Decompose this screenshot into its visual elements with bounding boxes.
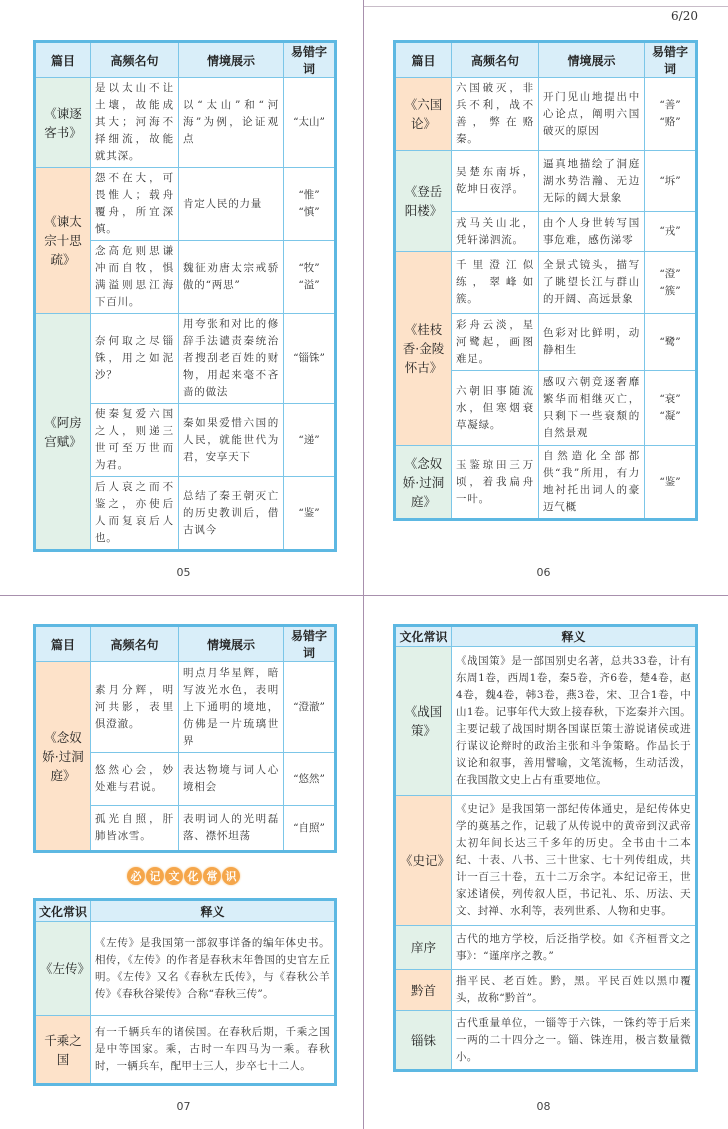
table-row xyxy=(395,78,697,151)
header-row xyxy=(35,42,336,78)
work-title: 《阿房宫赋》 xyxy=(35,314,91,551)
famous-quote: 六朝旧事随流水，但寒烟衰草凝绿。 xyxy=(452,371,539,446)
table-row xyxy=(395,151,697,212)
page-05 xyxy=(0,0,363,595)
error-prone-chars: “惟” “慎” xyxy=(284,168,336,241)
page-07 xyxy=(0,596,363,1129)
context-description: 自然造化全部都供“我”所用，有力地衬托出词人的豪迈气概 xyxy=(539,446,645,520)
famous-quote: 彩舟云淡，星河鹭起，画图难足。 xyxy=(452,314,539,371)
column-header: 篇目 xyxy=(395,42,452,78)
page-number: 05 xyxy=(176,566,191,579)
page-number: 07 xyxy=(176,1100,191,1113)
error-prone-chars: “自照” xyxy=(284,806,336,852)
culture-explanation: 有一千辆兵车的诸侯国。在春秋后期，千乘之国是中等国家。乘，古时一车四马为一乘。春秋时，一辆兵车，配甲士三人，步卒七十二人。 xyxy=(91,1016,336,1085)
famous-quote: 吴楚东南坼，乾坤日夜浮。 xyxy=(452,151,539,212)
culture-table xyxy=(393,624,698,1072)
table-row xyxy=(395,647,697,796)
context-description: 用夸张和对比的修辞手法谴责秦统治者搜刮老百姓的财物，用起来毫不吝啬的做法 xyxy=(179,314,284,404)
column-header: 易错字词 xyxy=(645,42,697,78)
famous-quote: 念高危则思谦冲而自牧，惧满溢则思江海下百川。 xyxy=(91,241,179,314)
culture-term: 黔首 xyxy=(395,970,452,1011)
culture-explanation: 《左传》是我国第一部叙事详备的编年体史书。相传，《左传》的作者是春秋末年鲁国的史官左丘明。《左传》又名《春秋左氏传》，与《春秋公羊传》《春秋谷梁传》合称“春秋三传”。 xyxy=(91,922,336,1016)
column-header: 情境展示 xyxy=(539,42,645,78)
column-header: 篇目 xyxy=(35,626,91,662)
banner-char: 识 xyxy=(222,867,240,885)
error-prone-chars: “牧” “溢” xyxy=(284,241,336,314)
table-row xyxy=(35,922,336,1016)
context-description: 由个人身世转写国事危难，感伤涕零 xyxy=(539,212,645,252)
culture-explanation: 指平民、老百姓。黔，黑。平民百姓以黑巾覆头，故称“黔首”。 xyxy=(452,970,697,1011)
famous-quote: 戎马关山北，凭轩涕泗流。 xyxy=(452,212,539,252)
banner-char: 必 xyxy=(127,867,145,885)
culture-term: 锱铢 xyxy=(395,1011,452,1071)
banner-char: 常 xyxy=(203,867,221,885)
work-title: 《念奴娇·过洞庭》 xyxy=(395,446,452,520)
page-top-rule xyxy=(364,6,728,7)
work-title: 《谏逐客书》 xyxy=(35,78,91,168)
work-title: 《登岳阳楼》 xyxy=(395,151,452,252)
column-header: 情境展示 xyxy=(179,626,284,662)
famous-quote: 悠然心会，妙处难与君说。 xyxy=(91,753,179,806)
famous-quote: 怨不在大，可畏惟人；载舟覆舟，所宜深慎。 xyxy=(91,168,179,241)
context-description: 明点月华星辉，暗写波光水色，表明上下通明的境地，仿佛是一片琉璃世界 xyxy=(179,662,284,753)
context-description: 肯定人民的力量 xyxy=(179,168,284,241)
poem-table xyxy=(393,40,698,521)
culture-term: 庠序 xyxy=(395,926,452,970)
header-row xyxy=(395,42,697,78)
header-row xyxy=(35,900,336,922)
column-header: 篇目 xyxy=(35,42,91,78)
page-indicator: 6/20 xyxy=(671,9,698,23)
error-prone-chars: “鹭” xyxy=(645,314,697,371)
banner-char: 记 xyxy=(146,867,164,885)
page-06 xyxy=(364,0,728,595)
culture-explanation: 《史记》是我国第一部纪传体通史，是纪传体史学的奠基之作，记载了从传说中的黄帝到汉武帝太初年间长达三千多年的历史。全书由十二本纪、十表、八书、三十世家、七十列传组成，共计一百三十卷，五十二万余字。本纪记帝王，世家述诸侯，列传叙人臣，书记礼、乐、历法、天文、封禅、水利等，表列世系、人物和史事。 xyxy=(452,796,697,926)
famous-quote: 千里澄江似练，翠峰如簇。 xyxy=(452,252,539,314)
error-prone-chars: “善” “赂” xyxy=(645,78,697,151)
section-banner xyxy=(33,867,334,885)
page-08 xyxy=(364,596,728,1129)
column-header: 文化常识 xyxy=(35,900,91,922)
table-row xyxy=(395,926,697,970)
context-description: 开门见山地提出中心论点，阐明六国破灭的原因 xyxy=(539,78,645,151)
header-row xyxy=(35,626,336,662)
table-row xyxy=(395,1011,697,1071)
table-row xyxy=(395,796,697,926)
context-description: 表达物境与词人心境相会 xyxy=(179,753,284,806)
error-prone-chars: “鉴” xyxy=(284,477,336,551)
famous-quote: 后人哀之而不鉴之，亦使后人而复哀后人也。 xyxy=(91,477,179,551)
column-header: 释义 xyxy=(452,626,697,647)
famous-quote: 使秦复爱六国之人，则递三世可至万世而为君。 xyxy=(91,404,179,477)
culture-table xyxy=(33,898,337,1086)
banner-char: 文 xyxy=(165,867,183,885)
error-prone-chars: “衰” “凝” xyxy=(645,371,697,446)
error-prone-chars: “鉴” xyxy=(645,446,697,520)
page-number: 06 xyxy=(536,566,551,579)
column-header: 高频名句 xyxy=(91,42,179,78)
column-header: 释义 xyxy=(91,900,336,922)
culture-term: 《战国策》 xyxy=(395,647,452,796)
table-row xyxy=(395,970,697,1011)
famous-quote: 六国破灭，非兵不利，战不善，弊在赂秦。 xyxy=(452,78,539,151)
table-row xyxy=(35,168,336,241)
context-description: 秦如果爱惜六国的人民，就能世代为君，安享天下 xyxy=(179,404,284,477)
error-prone-chars: “坼” xyxy=(645,151,697,212)
work-title: 《谏太宗十思疏》 xyxy=(35,168,91,314)
poem-table xyxy=(33,40,337,552)
work-title: 《六国论》 xyxy=(395,78,452,151)
error-prone-chars: “悠然” xyxy=(284,753,336,806)
work-title: 《桂枝香·金陵怀古》 xyxy=(395,252,452,446)
work-title: 《念奴娇·过洞庭》 xyxy=(35,662,91,852)
poem-table xyxy=(33,624,337,853)
table-row xyxy=(35,662,336,753)
famous-quote: 奈何取之尽锱铢，用之如泥沙？ xyxy=(91,314,179,404)
column-header: 情境展示 xyxy=(179,42,284,78)
page-number: 08 xyxy=(536,1100,551,1113)
error-prone-chars: “太山” xyxy=(284,78,336,168)
context-description: 逼真地描绘了洞庭湖水势浩瀚、无边无际的阔大景象 xyxy=(539,151,645,212)
column-header: 文化常识 xyxy=(395,626,452,647)
context-description: 感叹六朝竞逐奢靡繁华而相继灭亡，只剩下一些衰颓的自然景观 xyxy=(539,371,645,446)
famous-quote: 孤光自照，肝肺皆冰雪。 xyxy=(91,806,179,852)
culture-explanation: 古代的地方学校，后泛指学校。如《齐桓晋文之事》：“谨庠序之教。” xyxy=(452,926,697,970)
error-prone-chars: “澄澈” xyxy=(284,662,336,753)
table-row xyxy=(395,446,697,520)
header-row xyxy=(395,626,697,647)
famous-quote: 素月分辉，明河共影，表里俱澄澈。 xyxy=(91,662,179,753)
culture-term: 千乘之国 xyxy=(35,1016,91,1085)
error-prone-chars: “戎” xyxy=(645,212,697,252)
context-description: 魏征劝唐太宗戒骄傲的“两思” xyxy=(179,241,284,314)
column-header: 易错字词 xyxy=(284,626,336,662)
column-header: 高频名句 xyxy=(452,42,539,78)
table-row xyxy=(35,1016,336,1085)
error-prone-chars: “递” xyxy=(284,404,336,477)
context-description: 总结了秦王朝灭亡的历史教训后，借古讽今 xyxy=(179,477,284,551)
context-description: 以“太山”和“河海”为例，论证观点 xyxy=(179,78,284,168)
famous-quote: 玉鉴琼田三万顷，着我扁舟一叶。 xyxy=(452,446,539,520)
column-header: 高频名句 xyxy=(91,626,179,662)
banner-char: 化 xyxy=(184,867,202,885)
table-row xyxy=(35,314,336,404)
table-row xyxy=(395,252,697,314)
column-header: 易错字词 xyxy=(284,42,336,78)
context-description: 色彩对比鲜明，动静相生 xyxy=(539,314,645,371)
culture-explanation: 《战国策》是一部国别史名著，总共33卷，计有东周1卷，西周1卷，秦5卷，齐6卷，楚4卷，赵4卷，魏4卷，韩3卷，燕3卷，宋、卫合1卷，中山1卷。记事年代大致上接春秋，下迄秦并六国。主要记载了战国时期各国谋臣策士游说诸侯或进行谋议论辩时的政治主张和斗争策略。作品长于议论和叙事，善用譬喻，文笔流畅，生动活泼，在我国散文史上占有重要地位。 xyxy=(452,647,697,796)
context-description: 表明词人的光明磊落、襟怀坦荡 xyxy=(179,806,284,852)
error-prone-chars: “锱铢” xyxy=(284,314,336,404)
table-row xyxy=(35,78,336,168)
culture-explanation: 古代重量单位，一锱等于六铢，一铢约等于后来一两的二十四分之一。锱、铢连用，极言数量微小。 xyxy=(452,1011,697,1071)
culture-term: 《左传》 xyxy=(35,922,91,1016)
context-description: 全景式镜头，描写了眺望长江与群山的开阔、高远景象 xyxy=(539,252,645,314)
culture-term: 《史记》 xyxy=(395,796,452,926)
error-prone-chars: “澄” “簇” xyxy=(645,252,697,314)
famous-quote: 是以太山不让土壤，故能成其大；河海不择细流，故能就其深。 xyxy=(91,78,179,168)
